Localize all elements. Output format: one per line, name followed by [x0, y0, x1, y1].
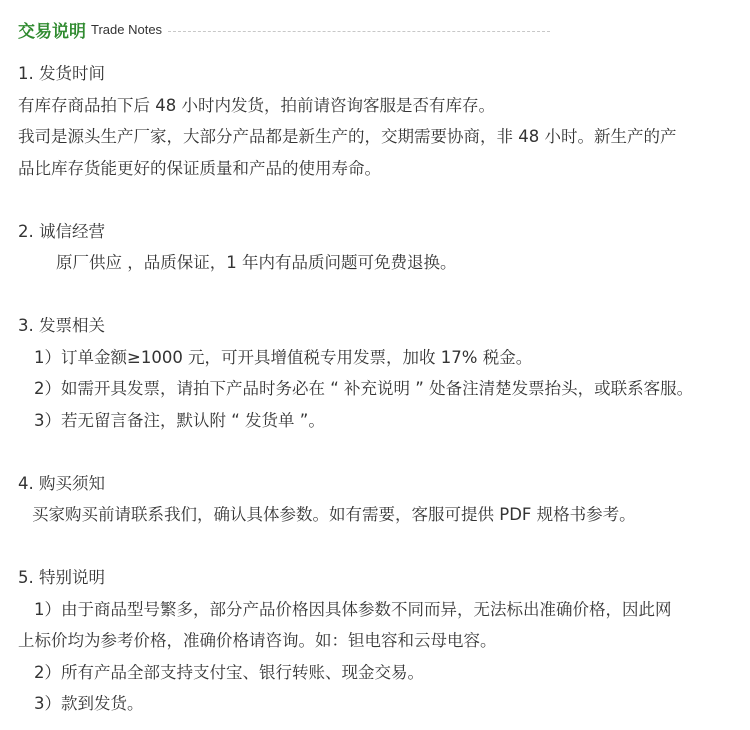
section-title: 3. 发票相关 [18, 316, 105, 335]
section-shipping-time [18, 58, 746, 184]
section-invoice [18, 310, 746, 436]
section-line: 1）订单金额≥1000 元，可开具增值税专用发票，加收 17% 税金。 [34, 347, 533, 367]
section-title: 5. 特别说明 [18, 568, 105, 587]
section-spacer [18, 531, 746, 563]
section-spacer [18, 184, 746, 216]
section-integrity [18, 216, 746, 279]
section-title: 2. 诚信经营 [18, 221, 105, 241]
section-line: 3）若无留言备注，默认附 “ 发货单 ”。 [34, 410, 325, 430]
section-line: 2）所有产品全部支持支付宝、银行转账、现金交易。 [34, 662, 424, 682]
section-spacer [18, 436, 746, 468]
header-title: 交易说明 [18, 21, 86, 42]
section-special-notes [18, 562, 746, 720]
section-spacer [18, 279, 746, 311]
section-line: 上标价均为参考价格，准确价格请咨询。如：钽电容和云母电容。 [18, 631, 497, 650]
header-subtitle: Trade Notes [91, 21, 163, 37]
section-line: 原厂供应 ，品质保证，1 年内有品质问题可免费退换。 [56, 253, 457, 272]
section-title: 1. 发货时间 [18, 64, 105, 83]
section-line: 有库存商品拍下后 48 小时内发货，拍前请咨询客服是否有库存。 [18, 95, 495, 115]
section-line: 品比库存货能更好的保证质量和产品的使用寿命。 [18, 158, 381, 178]
section-line: 买家购买前请联系我们，确认具体参数。如有需要，客服可提供 PDF 规格书参考。 [32, 505, 636, 524]
trade-notes-header [18, 16, 550, 42]
section-line: 我司是源头生产厂家，大部分产品都是新生产的，交期需要协商，非 48 小时。新生产的产 [18, 127, 677, 146]
section-title: 4. 购买须知 [18, 473, 105, 493]
header-dashed-divider [168, 31, 550, 32]
section-line: 3）款到发货。 [34, 694, 144, 713]
trade-notes-content [18, 58, 746, 720]
section-line: 2）如需开具发票，请拍下产品时务必在 “ 补充说明 ” 处备注清楚发票抬头，或联系客服。 [34, 379, 694, 398]
section-purchase-notice [18, 468, 746, 531]
section-line: 1）由于商品型号繁多，部分产品价格因具体参数不同而异，无法标出准确价格，因此网 [34, 599, 672, 619]
